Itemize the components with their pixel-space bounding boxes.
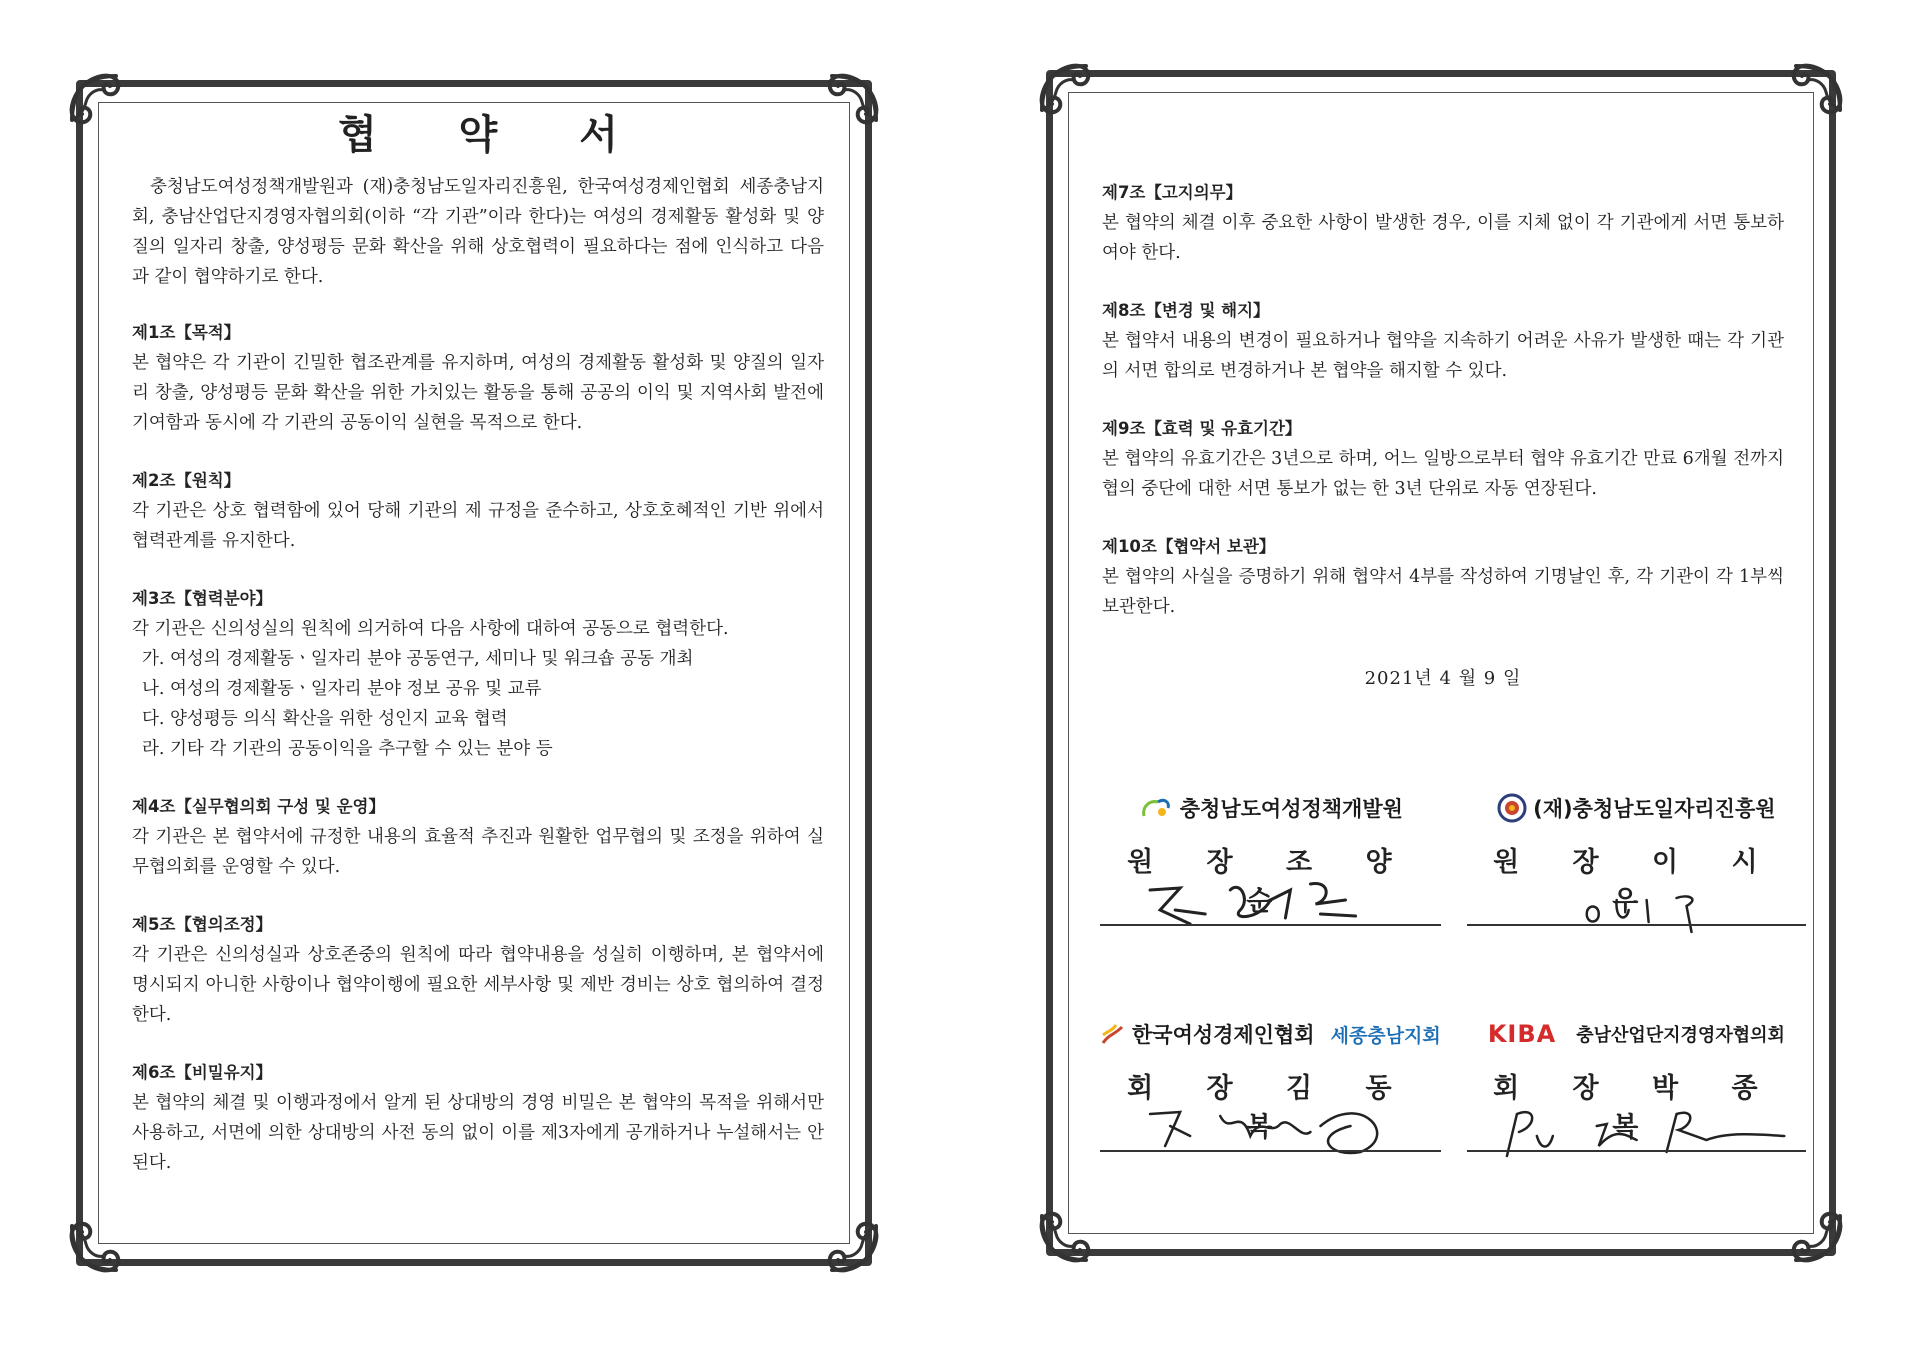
signatory-block bbox=[1100, 790, 1441, 960]
article-heading: 제8조【변경 및 해지】 bbox=[1102, 301, 1270, 320]
article-1 bbox=[1102, 178, 1784, 268]
corner-ornament-icon bbox=[822, 1216, 886, 1280]
article-body: 본 협약의 체결 이후 중요한 사항이 발생한 경우, 이를 지체 없이 각 기관에게 서면 통보하여야 한다. bbox=[1102, 213, 1784, 263]
document-title: 협 약 서 bbox=[338, 112, 652, 158]
article-4 bbox=[132, 792, 824, 882]
article-body: 본 협약의 유효기간은 3년으로 하며, 어느 일방으로부터 협약 유효기간 만료 6개월 전까지 협의 중단에 대한 서면 통보가 없는 한 3년 단위로 자동 연장된다. bbox=[1102, 449, 1784, 499]
organization-name bbox=[1100, 1016, 1441, 1052]
article-list-item: 가. 여성의 경제활동ㆍ일자리 분야 공동연구, 세미나 및 워크숍 공동 개최 bbox=[142, 649, 694, 669]
signing-date: 2021년 4 월 9 일 bbox=[1364, 668, 1522, 689]
article-body: 각 기관은 신의성실과 상호존중의 원칙에 따라 협약내용을 성실히 이행하며, 본 협약서에 명시되지 아니한 사항이나 협약이행에 필요한 세부사항 및 제반 경비는 상호 협의하여 결정한다. bbox=[132, 945, 824, 1025]
corner-ornament-icon bbox=[1032, 1206, 1096, 1270]
article-6 bbox=[132, 1058, 824, 1178]
emblem-logo-icon bbox=[1497, 793, 1527, 823]
signature-line bbox=[1467, 1150, 1806, 1152]
article-heading: 제1조【목적】 bbox=[132, 323, 241, 342]
article-list-item: 나. 여성의 경제활동ㆍ일자리 분야 정보 공유 및 교류 bbox=[142, 679, 542, 699]
kiba-logo-icon: KIBA bbox=[1487, 1020, 1557, 1048]
article-heading: 제5조【협의조정】 bbox=[132, 915, 273, 934]
sprout-logo-icon bbox=[1138, 794, 1174, 822]
articles-list bbox=[132, 318, 824, 1178]
organization-branch: 세종충남지회 bbox=[1330, 1024, 1441, 1047]
signature-line bbox=[1467, 924, 1806, 926]
organization-name bbox=[1467, 790, 1806, 826]
left-page-content bbox=[132, 112, 824, 1206]
article-2 bbox=[132, 466, 824, 556]
signature-line bbox=[1100, 1150, 1441, 1152]
signatory-title-name: 회 장 김 동 복 bbox=[1127, 1073, 1414, 1143]
signatory-block bbox=[1467, 790, 1806, 960]
article-3 bbox=[132, 584, 824, 764]
signatory-title-name: 원 장 이 시 우 bbox=[1493, 847, 1780, 917]
corner-ornament-icon bbox=[62, 1216, 126, 1280]
article-heading: 제9조【효력 및 유효기간】 bbox=[1102, 419, 1302, 438]
article-heading: 제3조【협력분야】 bbox=[132, 589, 273, 608]
signature-block bbox=[1100, 790, 1806, 1186]
right-page-content bbox=[1102, 178, 1784, 694]
article-body: 각 기관은 상호 협력함에 있어 당해 기관의 제 규정을 준수하고, 상호호혜적인 기반 위에서 협력관계를 유지한다. bbox=[132, 501, 824, 551]
organization-name bbox=[1467, 1016, 1806, 1052]
signatory-block bbox=[1100, 1016, 1441, 1186]
article-3 bbox=[1102, 414, 1784, 504]
article-heading: 제2조【원칙】 bbox=[132, 471, 241, 490]
article-heading: 제10조【협약서 보관】 bbox=[1102, 537, 1276, 556]
article-1 bbox=[132, 318, 824, 438]
signatory-title-name: 회 장 박 종 복 bbox=[1493, 1073, 1780, 1143]
article-list-item: 라. 기타 각 기관의 공동이익을 추구할 수 있는 분야 등 bbox=[142, 739, 553, 759]
corner-ornament-icon bbox=[62, 66, 126, 130]
article-body: 본 협약은 각 기관이 긴밀한 협조관계를 유지하며, 여성의 경제활동 활성화 및 양질의 일자리 창출, 양성평등 문화 확산을 위한 가치있는 활동을 통해 공공의 이익 및 지역사회 발전에 기여함과 동시에 각 기관의 공동이익 실현을 목적으로 한다. bbox=[132, 353, 824, 433]
signature-line bbox=[1100, 924, 1441, 926]
organization-label: 한국여성경제인협회 bbox=[1132, 1023, 1315, 1047]
article-5 bbox=[132, 910, 824, 1030]
signatory-block bbox=[1467, 1016, 1806, 1186]
preamble: 충청남도여성정책개발원과 (재)충청남도일자리진흥원, 한국여성경제인협회 세종충남지회, 충남산업단지경영자협의회(이하 “각 기관”이라 한다)는 여성의 경제활동 활성화 및 양질의 일자리 창출, 양성평등 문화 확산을 위해 상호협력이 필요하다는 점에 인식하고 다음과 같이 협약하기로 한다. bbox=[132, 177, 824, 287]
article-list-item: 다. 양성평등 의식 확산을 위한 성인지 교육 협력 bbox=[142, 709, 508, 729]
organization-label: 충청남도여성정책개발원 bbox=[1179, 797, 1403, 821]
organization-name bbox=[1100, 790, 1441, 826]
corner-ornament-icon bbox=[1786, 1206, 1850, 1270]
article-heading: 제6조【비밀유지】 bbox=[132, 1063, 273, 1082]
agreement-page-right bbox=[1046, 70, 1836, 1256]
kwea-logo-icon bbox=[1100, 1021, 1126, 1047]
article-heading: 제7조【고지의무】 bbox=[1102, 183, 1243, 202]
articles-list bbox=[1102, 178, 1784, 622]
article-4 bbox=[1102, 532, 1784, 622]
signatory-title-name: 원 장 조 양 순 bbox=[1127, 847, 1414, 917]
article-2 bbox=[1102, 296, 1784, 386]
agreement-page-left bbox=[76, 80, 872, 1266]
article-body: 본 협약서 내용의 변경이 필요하거나 협약을 지속하기 어려운 사유가 발생한 때는 각 기관의 서면 합의로 변경하거나 본 협약을 해지할 수 있다. bbox=[1102, 331, 1784, 381]
corner-ornament-icon bbox=[1032, 56, 1096, 120]
corner-ornament-icon bbox=[1786, 56, 1850, 120]
corner-ornament-icon bbox=[822, 66, 886, 130]
organization-label: (재)충청남도일자리진흥원 bbox=[1533, 797, 1776, 821]
article-heading: 제4조【실무협의회 구성 및 운영】 bbox=[132, 797, 385, 816]
article-body: 본 협약의 사실을 증명하기 위해 협약서 4부를 작성하여 기명날인 후, 각 기관이 각 1부씩 보관한다. bbox=[1102, 567, 1784, 617]
organization-label: 충남산업단지경영자협의회 bbox=[1576, 1025, 1785, 1046]
article-body: 본 협약의 체결 및 이행과정에서 알게 된 상대방의 경영 비밀은 본 협약의 목적을 위해서만 사용하고, 서면에 의한 상대방의 사전 동의 없이 이를 제3자에게 공개하거나 누설해서는 안 된다. bbox=[132, 1093, 824, 1173]
article-body: 각 기관은 본 협약서에 규정한 내용의 효율적 추진과 원활한 업무협의 및 조정을 위하여 실무협의회를 운영할 수 있다. bbox=[132, 827, 824, 877]
article-body: 각 기관은 신의성실의 원칙에 의거하여 다음 사항에 대하여 공동으로 협력한다. bbox=[132, 619, 729, 639]
